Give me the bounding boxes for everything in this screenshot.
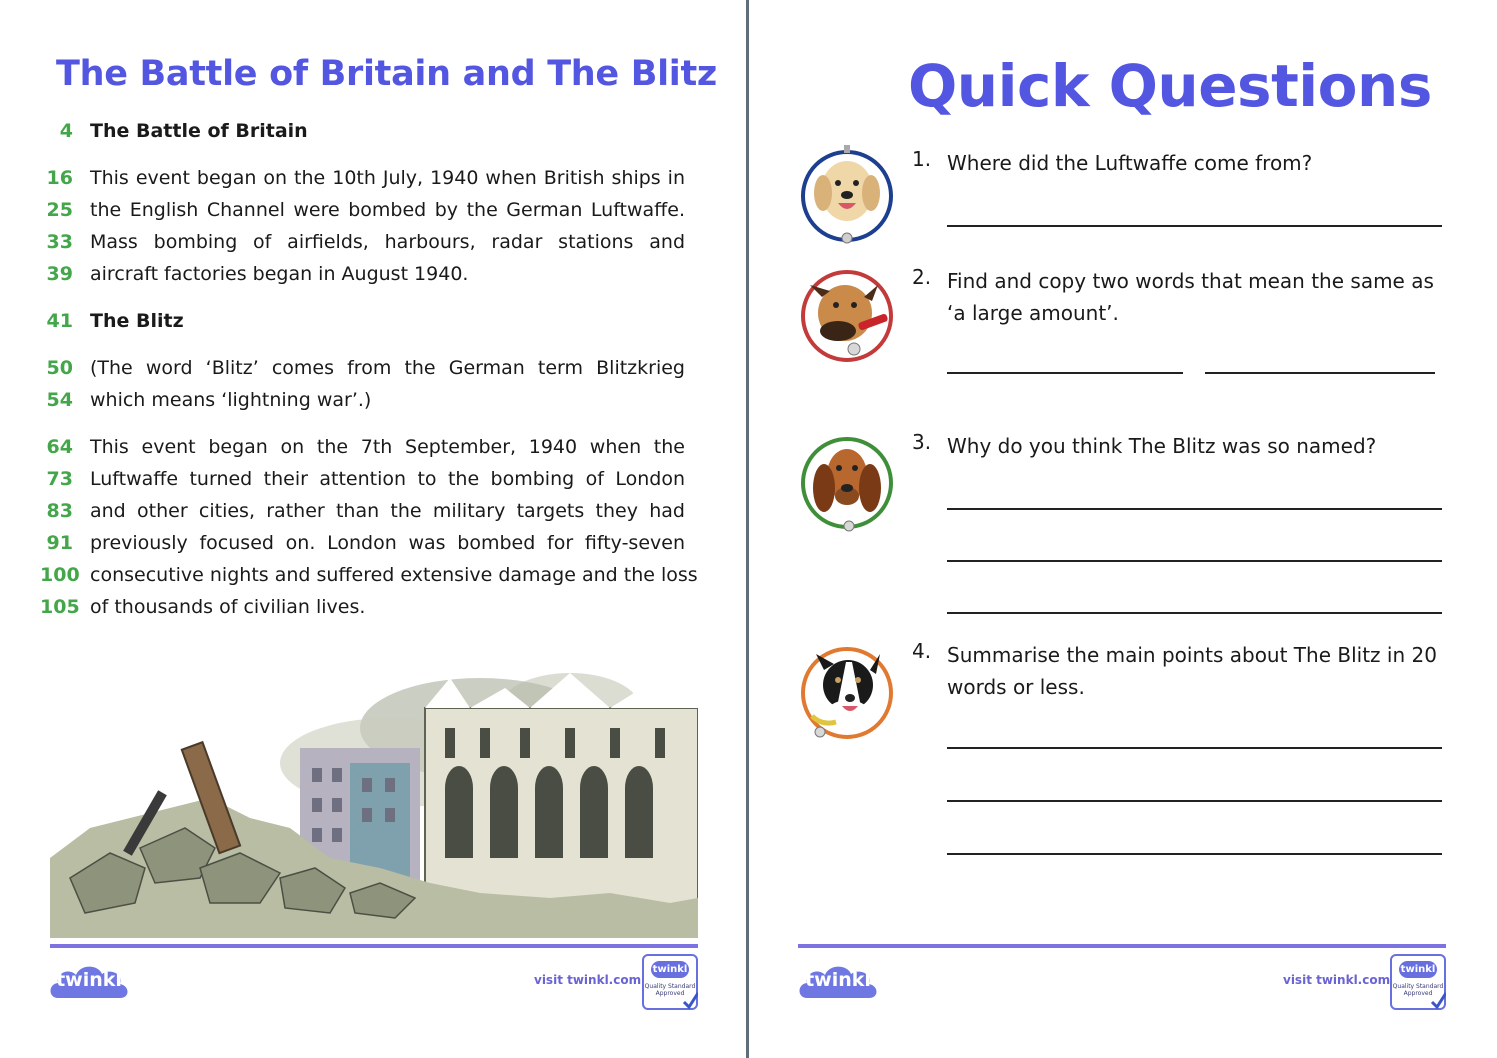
line-text: of thousands of civilian lives. (90, 596, 366, 618)
section-heading (40, 120, 685, 152)
line-number: 83 (46, 500, 73, 522)
footer-rule (50, 944, 698, 948)
passage-line (40, 564, 698, 596)
border-collie-icon (798, 640, 896, 744)
answer-line[interactable] (947, 800, 1442, 802)
line-text: Luftwaffe turned their attention to the bombing of London (90, 468, 685, 490)
passage-line (40, 436, 685, 468)
quality-badge (642, 954, 698, 1010)
question-text: Where did the Luftwaffe come from? (947, 151, 1313, 175)
bloodhound-icon (798, 430, 896, 534)
question-number: 3. (912, 430, 932, 454)
line-text: This event began on the 7th September, 1940 when the (90, 436, 685, 458)
answer-line[interactable] (947, 747, 1442, 749)
reading-passage (40, 120, 698, 643)
line-text: (The word ‘Blitz’ comes from the German term Blitzkrieg (90, 357, 685, 379)
badge-brand: twinkl (651, 961, 689, 978)
line-text: consecutive nights and suffered extensive damage and the loss (90, 564, 698, 586)
airedale-terrier-icon (798, 263, 896, 367)
line-number: 25 (46, 199, 73, 221)
line-text: The Battle of Britain (90, 120, 308, 142)
line-text: the English Channel were bombed by the German Luftwaffe. (90, 199, 685, 221)
line-number: 100 (40, 564, 80, 586)
passage-line (40, 468, 685, 500)
question-text: Summarise the main points about The Blitz in 20 words or less. (947, 643, 1437, 699)
question-number: 1. (912, 147, 932, 171)
badge-caption: Quality Standard Approved (644, 983, 696, 997)
paragraph (40, 357, 685, 421)
line-text: aircraft factories began in August 1940. (90, 263, 469, 285)
line-number: 64 (46, 436, 73, 458)
passage-line (40, 389, 685, 421)
page-divider (746, 0, 749, 1058)
line-number: 105 (40, 596, 80, 618)
line-number: 33 (46, 231, 73, 253)
answer-line[interactable] (947, 612, 1442, 614)
twinkl-logo[interactable] (46, 958, 132, 1006)
line-number: 91 (46, 532, 73, 554)
twinkl-logo[interactable] (795, 958, 881, 1006)
passage-line (40, 167, 685, 199)
badge-brand: twinkl (1399, 961, 1437, 978)
line-number: 39 (46, 263, 73, 285)
passage-line (40, 357, 685, 389)
golden-retriever-icon (798, 143, 896, 247)
line-text: and other cities, rather than the military targets they had (90, 500, 685, 522)
badge-caption: Quality Standard Approved (1392, 983, 1444, 997)
line-number: 41 (46, 310, 73, 332)
passage-line (40, 310, 685, 342)
line-number: 50 (46, 357, 73, 379)
questions-title: Quick Questions (908, 52, 1432, 120)
question-number: 2. (912, 265, 932, 289)
quality-badge (1390, 954, 1446, 1010)
passage-line (40, 120, 685, 152)
answer-line-first-word[interactable] (947, 372, 1183, 374)
passage-line (40, 596, 685, 628)
answer-line[interactable] (947, 560, 1442, 562)
line-text: previously focused on. London was bombed for fifty-seven (90, 532, 685, 554)
passage-line (40, 199, 685, 231)
question-text: Why do you think The Blitz was so named? (947, 434, 1377, 458)
passage-line (40, 231, 685, 263)
answer-line[interactable] (947, 225, 1442, 227)
question-number: 4. (912, 639, 932, 663)
visit-link[interactable]: visit twinkl.com (534, 973, 642, 987)
paragraph (40, 436, 698, 628)
bombed-buildings-illustration (50, 668, 698, 938)
line-number: 54 (46, 389, 73, 411)
line-text: The Blitz (90, 310, 184, 332)
answer-line[interactable] (947, 508, 1442, 510)
answer-line[interactable] (947, 853, 1442, 855)
visit-link[interactable]: visit twinkl.com (1283, 973, 1391, 987)
line-text: This event began on the 10th July, 1940 when British ships in (90, 167, 685, 189)
answer-line-second-word[interactable] (1205, 372, 1435, 374)
section-heading (40, 310, 685, 342)
line-number: 73 (46, 468, 73, 490)
passage-line (40, 263, 685, 295)
question-text: Find and copy two words that mean the same as ‘a large amount’. (947, 269, 1434, 325)
passage-line (40, 500, 685, 532)
line-text: which means ‘lightning war’.) (90, 389, 372, 411)
passage-title: The Battle of Britain and The Blitz (56, 54, 717, 94)
paragraph (40, 167, 685, 295)
twinkl-logo-text: twinkl (805, 969, 871, 991)
line-text: Mass bombing of airfields, harbours, radar stations and (90, 231, 685, 253)
twinkl-logo-text: twinkl (56, 969, 122, 991)
line-number: 16 (46, 167, 73, 189)
passage-line (40, 532, 685, 564)
line-number: 4 (59, 120, 73, 142)
footer-rule (798, 944, 1446, 948)
